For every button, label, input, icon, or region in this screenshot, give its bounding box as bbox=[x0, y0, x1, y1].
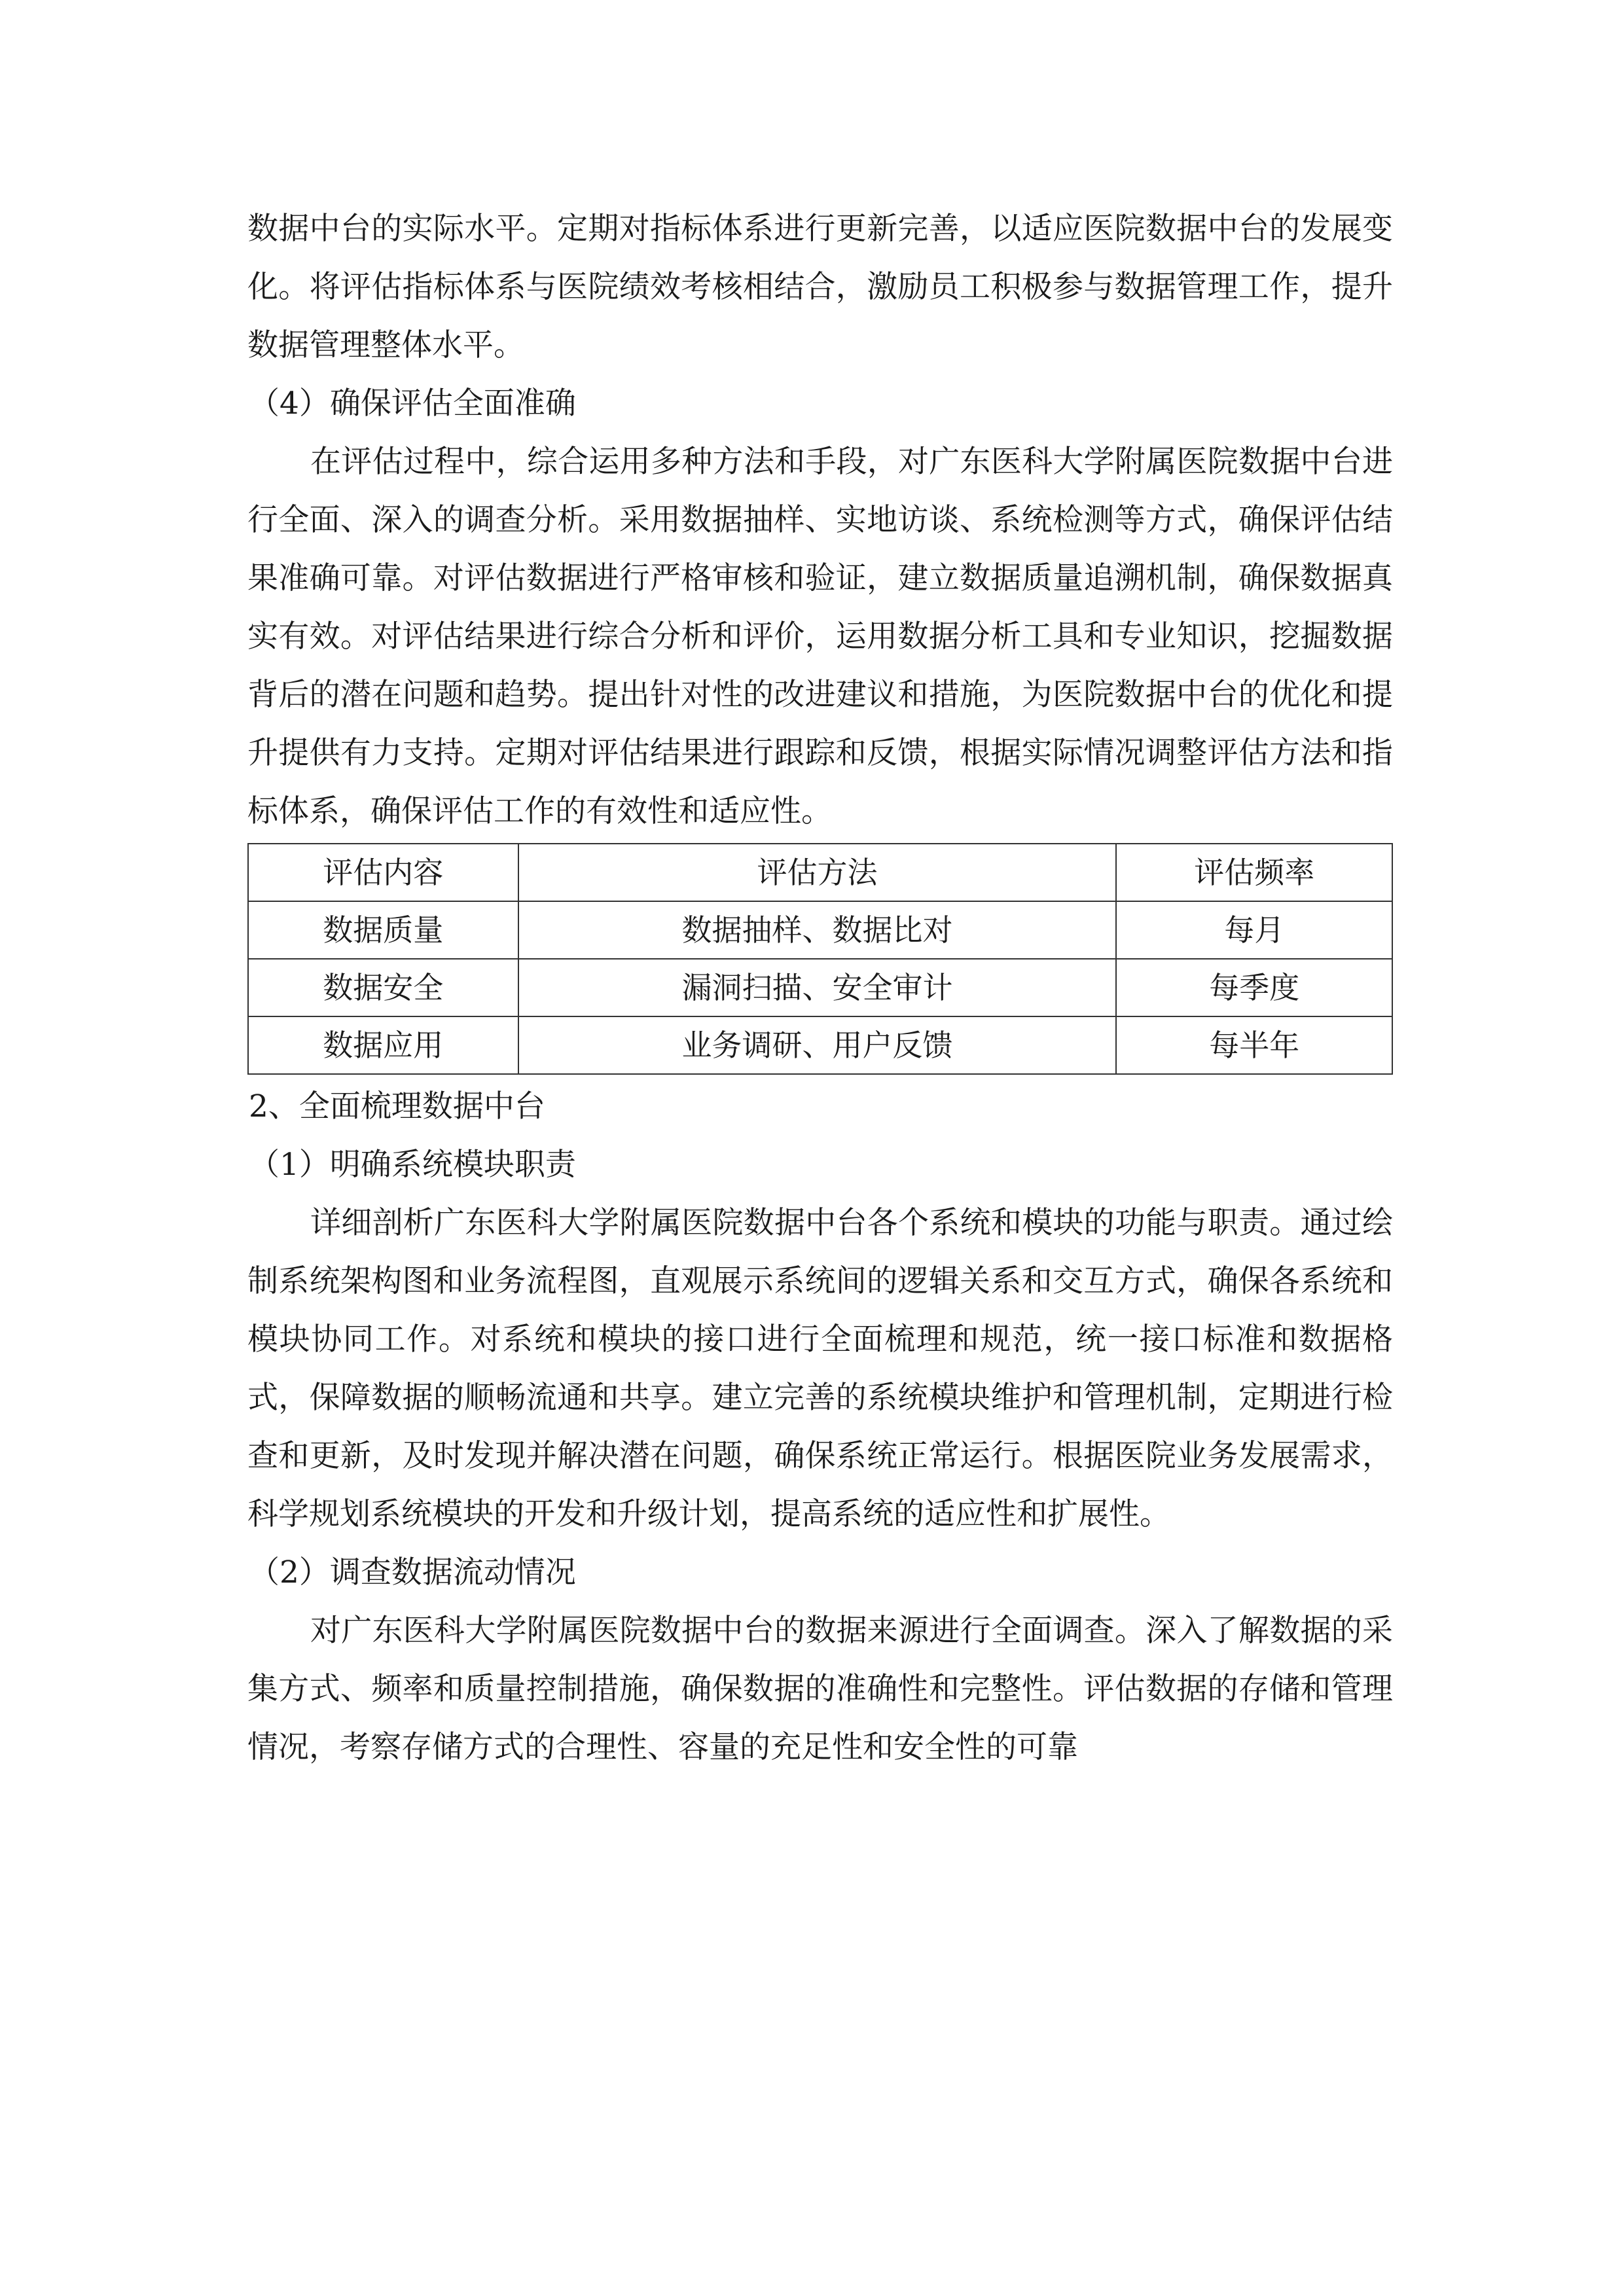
subsection-heading-4: （4）确保评估全面准确 bbox=[249, 386, 576, 422]
table-row bbox=[248, 959, 1392, 1016]
evaluation-table bbox=[247, 843, 1393, 1075]
table-cell: 数据安全 bbox=[248, 959, 518, 1016]
subsection-heading-2: （2）调查数据流动情况 bbox=[249, 1554, 576, 1590]
paragraph-data-flow: 对广东医科大学附属医院数据中台的数据来源进行全面调查。深入了解数据的采集方式、频率和质量控制措施，确保数据的准确性和完整性。评估数据的存储和管理情况，考察存储方式的合理性、容量的充足性和安全性的可靠 bbox=[247, 1613, 1393, 1765]
table-cell: 每月 bbox=[1116, 901, 1392, 959]
table-cell: 数据抽样、数据比对 bbox=[518, 901, 1117, 959]
evaluation-table-wrapper bbox=[247, 843, 1393, 1075]
table-row bbox=[248, 1016, 1392, 1074]
table-cell: 业务调研、用户反馈 bbox=[518, 1016, 1117, 1074]
table-header-cell: 评估内容 bbox=[248, 844, 518, 901]
table-header-row bbox=[248, 844, 1392, 901]
table-header-cell: 评估频率 bbox=[1116, 844, 1392, 901]
document-content bbox=[247, 200, 1393, 1776]
table-cell: 漏洞扫描、安全审计 bbox=[518, 959, 1117, 1016]
table-cell: 每季度 bbox=[1116, 959, 1392, 1016]
table-cell: 数据应用 bbox=[248, 1016, 518, 1074]
paragraph-evaluation-accuracy: 在评估过程中，综合运用多种方法和手段，对广东医科大学附属医院数据中台进行全面、深入的调查分析。采用数据抽样、实地访谈、系统检测等方式，确保评估结果准确可靠。对评估数据进行严格审核和验证，建立数据质量追溯机制，确保数据真实有效。对评估结果进行综合分析和评价，运用数据分析工具和专业知识，挖掘数据背后的潜在问题和趋势。提出针对性的改进建议和措施，为医院数据中台的优化和提升提供有力支持。定期对评估结果进行跟踪和反馈，根据实际情况调整评估方法和指标体系，确保评估工作的有效性和适应性。 bbox=[247, 444, 1393, 829]
table-cell: 数据质量 bbox=[248, 901, 518, 959]
paragraph-system-modules: 详细剖析广东医科大学附属医院数据中台各个系统和模块的功能与职责。通过绘制系统架构图和业务流程图，直观展示系统间的逻辑关系和交互方式，确保各系统和模块协同工作。对系统和模块的接口进行全面梳理和规范，统一接口标准和数据格式，保障数据的顺畅流通和共享。建立完善的系统模块维护和管理机制，定期进行检查和更新，及时发现并解决潜在问题，确保系统正常运行。根据医院业务发展需求，科学规划系统模块的开发和升级计划，提高系统的适应性和扩展性。 bbox=[247, 1205, 1393, 1532]
table-cell: 每半年 bbox=[1116, 1016, 1392, 1074]
subsection-heading-1: （1）明确系统模块职责 bbox=[249, 1147, 576, 1183]
table-header-cell: 评估方法 bbox=[518, 844, 1117, 901]
table-row bbox=[248, 901, 1392, 959]
section-heading-2: 2、全面梳理数据中台 bbox=[249, 1088, 545, 1124]
continued-paragraph: 数据中台的实际水平。定期对指标体系进行更新完善，以适应医院数据中台的发展变化。将评估指标体系与医院绩效考核相结合，激励员工积极参与数据管理工作，提升数据管理整体水平。 bbox=[247, 211, 1393, 363]
